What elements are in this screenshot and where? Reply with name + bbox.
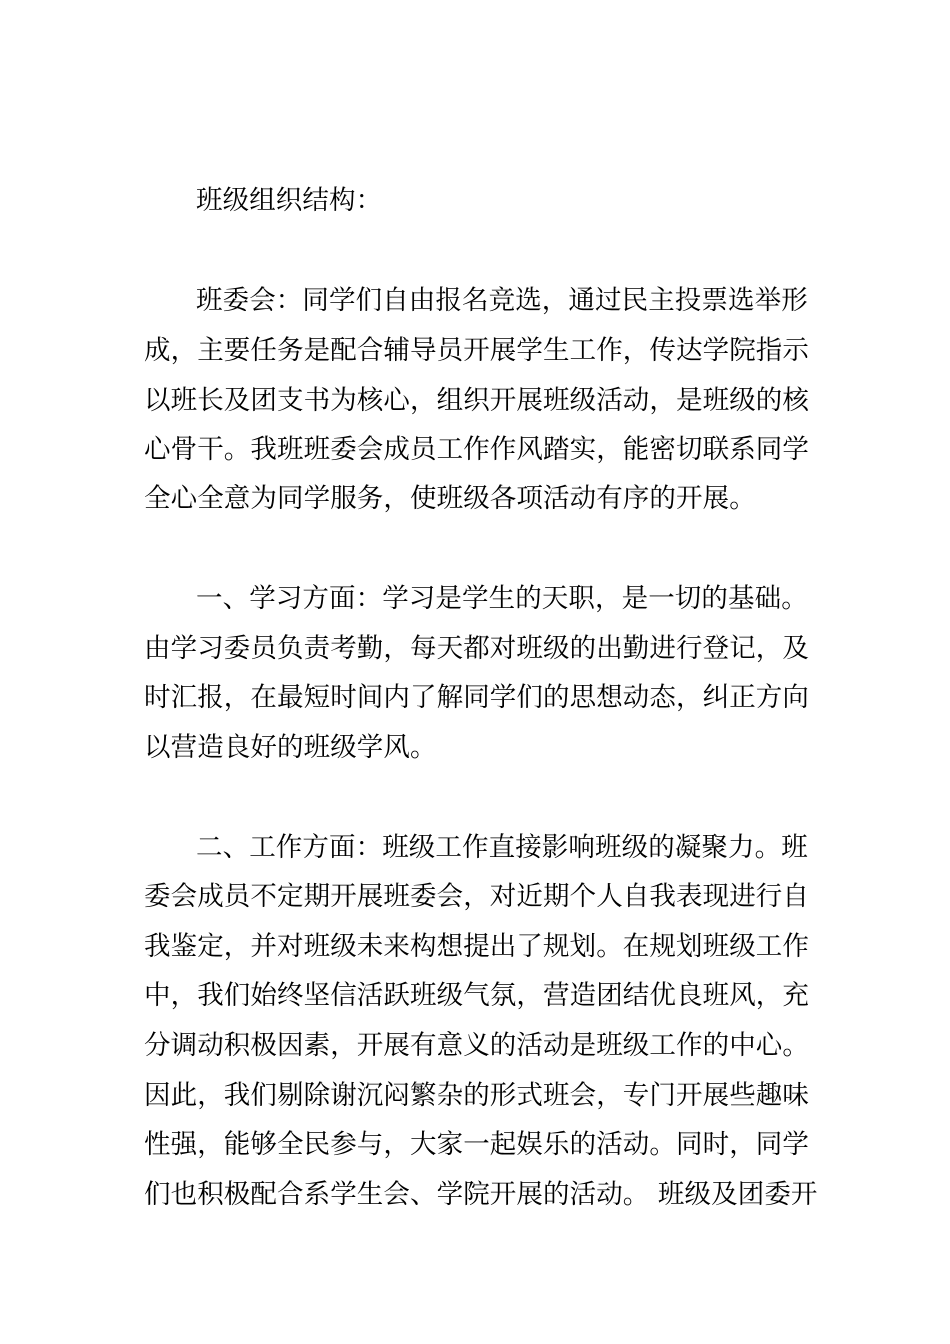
- paragraph-line: 们也积极配合系学生会、学院开展的活动。 班级及团委开: [144, 1179, 818, 1210]
- paragraph-line: 性强，能够全民参与，大家一起娱乐的活动。同时，同学: [144, 1129, 809, 1160]
- paragraph-line: 因此，我们剔除谢沉闷繁杂的形式班会，专门开展些趣味: [144, 1080, 809, 1111]
- section-heading: 班级组织结构：: [196, 185, 383, 216]
- paragraph-line: 以营造良好的班级学风。: [144, 732, 437, 763]
- paragraph-line: 由学习委员负责考勤，每天都对班级的出勤进行登记，及: [144, 633, 809, 664]
- paragraph-line: 班委会：同学们自由报名竞选，通过民主投票选举形: [196, 285, 808, 316]
- paragraph-line: 成，主要任务是配合辅导员开展学生工作，传达学院指示: [144, 335, 809, 366]
- paragraph-line: 我鉴定，并对班级未来构想提出了规划。在规划班级工作: [144, 931, 809, 962]
- paragraph-line: 二、工作方面：班级工作直接影响班级的凝聚力。班: [196, 832, 808, 863]
- paragraph-line: 中，我们始终坚信活跃班级气氛，营造团结优良班风，充: [144, 980, 809, 1011]
- paragraph-line: 时汇报，在最短时间内了解同学们的思想动态，纠正方向: [144, 682, 809, 713]
- paragraph-line: 委会成员不定期开展班委会，对近期个人自我表现进行自: [144, 881, 809, 912]
- paragraph-line: 分调动积极因素，开展有意义的活动是班级工作的中心。: [144, 1030, 809, 1061]
- paragraph-line: 以班长及团支书为核心，组织开展班级活动，是班级的核: [144, 385, 809, 416]
- paragraph-line: 心骨干。我班班委会成员工作作风踏实，能密切联系同学: [144, 434, 809, 465]
- paragraph-line: 一、学习方面：学习是学生的天职，是一切的基础。: [196, 583, 808, 614]
- paragraph-line: 全心全意为同学服务，使班级各项活动有序的开展。: [144, 483, 756, 514]
